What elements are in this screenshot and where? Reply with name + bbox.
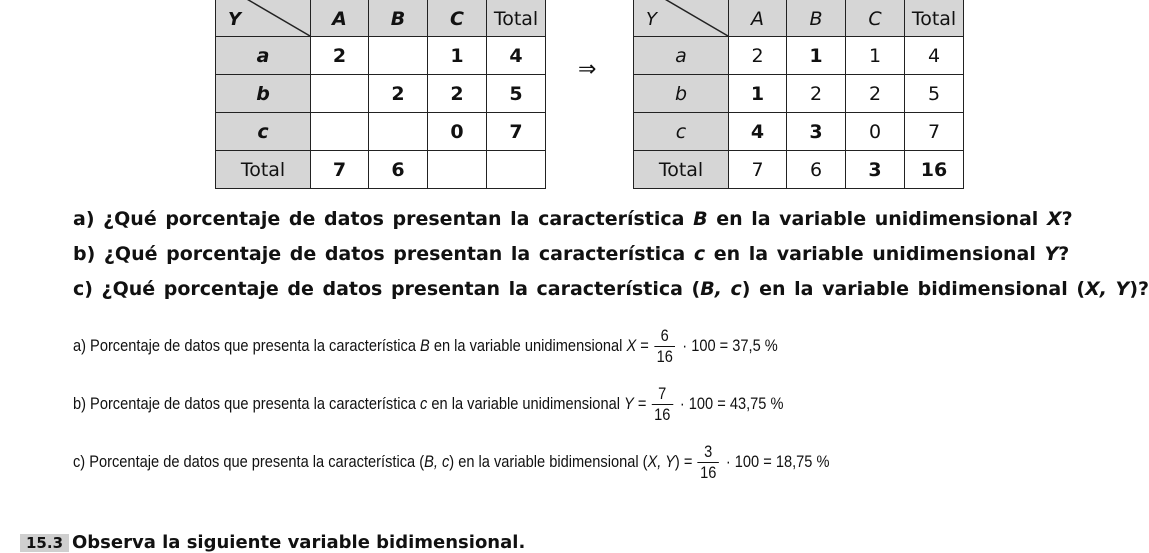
table-cell: 5: [905, 75, 964, 113]
table-cell: [487, 151, 546, 189]
row-header: b: [216, 75, 311, 113]
table-cell: 2: [787, 75, 846, 113]
column-header: A: [729, 0, 787, 37]
table-cell: [369, 37, 428, 75]
fraction: $\frac{6}{16}$: [654, 326, 675, 367]
question-a: a) ¿Qué porcentaje de datos presentan la característica B en la variable unidimensional X?: [73, 208, 1073, 230]
table-row: [634, 113, 964, 151]
table-cell: 6: [787, 151, 846, 189]
question-b: b) ¿Qué porcentaje de datos presentan la característica c en la variable unidimensional Y?: [73, 243, 1070, 265]
table-row: [634, 75, 964, 113]
table-cell: 0: [846, 113, 905, 151]
table-cell: 7: [729, 151, 787, 189]
table-cell: 7: [311, 151, 369, 189]
table-cell: 3: [846, 151, 905, 189]
column-header: A: [311, 0, 369, 37]
table-row: [216, 151, 546, 189]
row-header: Total: [634, 151, 729, 189]
left-contingency-table: [215, 0, 546, 189]
row-header: c: [634, 113, 729, 151]
column-header: C: [428, 0, 487, 37]
table-cell: 1: [428, 37, 487, 75]
implies-arrow: ⇒: [578, 57, 597, 82]
table-row: [216, 37, 546, 75]
right-contingency-table: [633, 0, 964, 189]
fraction: $\frac{7}{16}$: [652, 384, 673, 425]
table-cell: 3: [787, 113, 846, 151]
table-row: [216, 113, 546, 151]
row-header: a: [216, 37, 311, 75]
column-header: C: [846, 0, 905, 37]
question-c: c) ¿Qué porcentaje de datos presentan la característica (B, c) en la variable bidimensional (X, Y)?: [73, 278, 1149, 300]
table-cell: 1: [787, 37, 846, 75]
column-header: B: [369, 0, 428, 37]
table-row: [216, 75, 546, 113]
table-cell: 2: [729, 37, 787, 75]
table-header-row: [634, 0, 964, 37]
column-header: B: [787, 0, 846, 37]
row-variable-label: Y: [228, 9, 242, 30]
table-cell: 7: [487, 113, 546, 151]
column-header: Total: [487, 0, 546, 37]
answer-b: b) Porcentaje de datos que presenta la característica c en la variable unidimensional Y = $\frac{7}{16}$ · 100 = 43,75 %: [73, 384, 784, 424]
table-cell: 4: [729, 113, 787, 151]
table-cell: 1: [846, 37, 905, 75]
table-cell: 2: [428, 75, 487, 113]
row-header: a: [634, 37, 729, 75]
exercise-statement: Observa la siguiente variable bidimensional.: [72, 532, 526, 553]
row-variable-label: Y: [646, 9, 657, 30]
exercise-number: 15.3: [20, 534, 69, 552]
table-cell: 4: [905, 37, 964, 75]
table-cell: 0: [428, 113, 487, 151]
column-header: Total: [905, 0, 964, 37]
table-cell: 2: [846, 75, 905, 113]
next-exercise-strip: [0, 532, 1045, 553]
table-cell: [428, 151, 487, 189]
answer-a: a) Porcentaje de datos que presenta la característica B en la variable unidimensional X = $\frac{6}{16}$ · 100 = 37,5 %: [73, 326, 778, 366]
table-corner-cell: [634, 0, 729, 37]
table-cell: 7: [905, 113, 964, 151]
row-header: Total: [216, 151, 311, 189]
table-header-row: [216, 0, 546, 37]
table-cell: 2: [369, 75, 428, 113]
table-row: [634, 37, 964, 75]
table-cell: 5: [487, 75, 546, 113]
table-cell: [311, 75, 369, 113]
table-row: [634, 151, 964, 189]
table-corner-cell: [216, 0, 311, 37]
table-cell: 16: [905, 151, 964, 189]
table-cell: 1: [729, 75, 787, 113]
table-cell: [369, 113, 428, 151]
table-cell: 6: [369, 151, 428, 189]
table-cell: 2: [311, 37, 369, 75]
table-cell: 4: [487, 37, 546, 75]
fraction: $\frac{3}{16}$: [698, 442, 719, 483]
answer-c: c) Porcentaje de datos que presenta la característica (B, c) en la variable bidimensional (X, Y) = $\frac{3}{16}$ · 100 = 18,75 %: [73, 442, 830, 482]
row-header: c: [216, 113, 311, 151]
row-header: b: [634, 75, 729, 113]
table-cell: [311, 113, 369, 151]
